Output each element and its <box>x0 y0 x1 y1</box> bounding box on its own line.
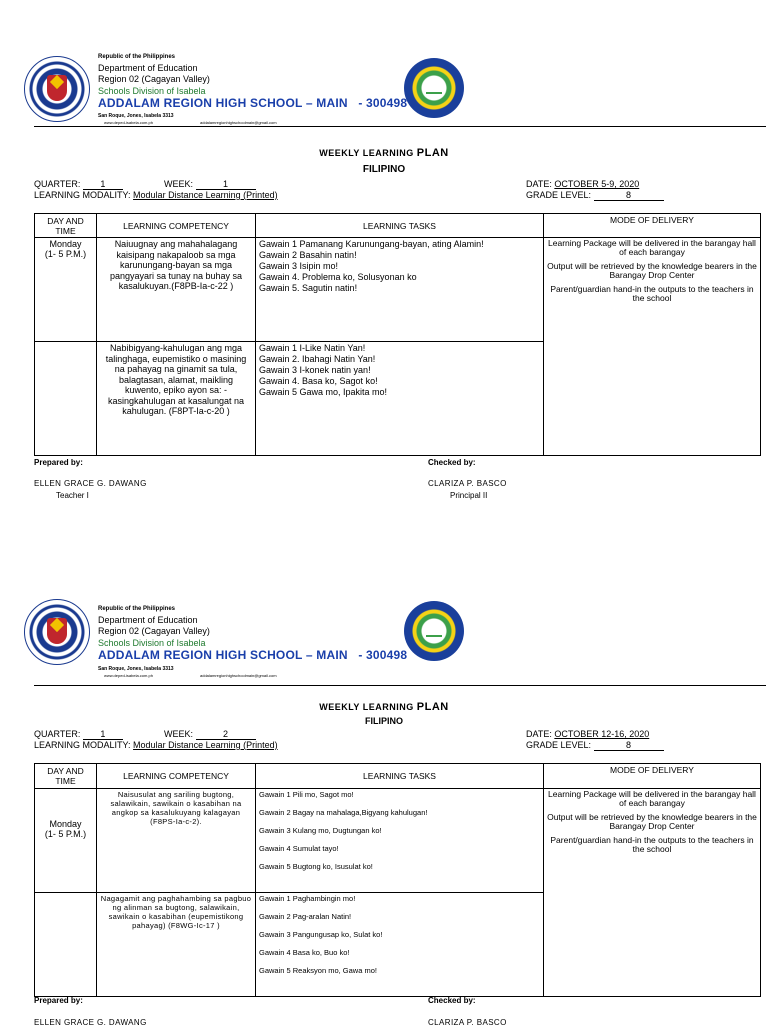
date-field: DATE: OCTOBER 5-9, 2020 <box>526 179 640 189</box>
week-field: WEEK: 2 <box>164 729 256 740</box>
task-item: Gawain 4 Basa ko, Buo ko! <box>259 948 350 957</box>
task-item: Gawain 3 Pangungusap ko, Sulat ko! <box>259 930 383 939</box>
quarter-field: QUARTER: 1 <box>34 729 123 740</box>
school-seal-logo <box>404 601 464 661</box>
learning-plan-table <box>34 763 761 997</box>
task-item: Gawain 2 Pag-aralan Natin! <box>259 912 352 921</box>
email-text: addalamregionhighschoolmain@gmail.com <box>200 673 277 678</box>
preparer-name: ELLEN GRACE G. DAWANG <box>34 479 147 488</box>
prepared-by-label: Prepared by: <box>34 458 83 467</box>
tasks-cell <box>256 789 544 893</box>
table-header-row <box>35 764 761 789</box>
competency-cell: Naisusulat ang sariling bugtong, salawikain, sawikain o kasabihan na angkop sa kasalukuyang kalagayan (F8PS-Ia-c-2). <box>97 789 256 893</box>
department-text: Department of Education <box>98 63 198 73</box>
modality-field: LEARNING MODALITY: Modular Distance Learning (Printed) <box>34 190 278 200</box>
grade-level-field: GRADE LEVEL: 8 <box>526 190 664 201</box>
task-item: Gawain 2 Basahin natin! <box>259 250 357 260</box>
table-row <box>35 789 761 893</box>
checked-by-label: Checked by: <box>428 996 476 1005</box>
address-text: San Roque, Jones, Isabela 3313 <box>98 113 174 119</box>
task-item: Gawain 5 Bugtong ko, Isusulat ko! <box>259 862 373 871</box>
division-text: Schools Division of Isabela <box>98 86 206 96</box>
tasks-cell <box>256 893 544 997</box>
week-field: WEEK: 1 <box>164 179 256 190</box>
header-competency: LEARNING COMPETENCY <box>97 764 256 789</box>
checker-title: Principal II <box>450 491 488 500</box>
header-tasks: LEARNING TASKS <box>256 214 544 238</box>
competency-cell: Naiuugnay ang mahahalagang kaisipang nakapaloob sa mga karunungang-bayan sa mga pangyayari sa tunay na buhay sa kasalukuyan.(F8PB-Ia-c-22 ) <box>97 238 256 342</box>
task-item: Gawain 3 I-konek natin yan! <box>259 365 371 375</box>
division-text: Schools Division of Isabela <box>98 638 206 648</box>
prepared-by-label: Prepared by: <box>34 996 83 1005</box>
task-item: Gawain 3 Isipin mo! <box>259 261 339 271</box>
quarter-field: QUARTER: 1 <box>34 179 123 190</box>
header-delivery: MODE OF DELIVERY <box>544 764 761 789</box>
date-field: DATE: OCTOBER 12-16, 2020 <box>526 729 650 739</box>
header-day-time: DAY AND TIME <box>35 214 97 238</box>
address-text: San Roque, Jones, Isabela 3313 <box>98 666 174 672</box>
header-competency: LEARNING COMPETENCY <box>97 214 256 238</box>
checked-by-label: Checked by: <box>428 458 476 467</box>
task-item: Gawain 2 Bagay na mahalaga,Bigyang kahulugan! <box>259 808 428 817</box>
checker-name-cut: CLARIZA P. BASCO <box>428 1018 507 1027</box>
task-item: Gawain 5. Sagutin natin! <box>259 283 358 293</box>
task-item: Gawain 1 I-Like Natin Yan! <box>259 343 366 353</box>
day-cell: Monday (1- 5 P.M.) <box>35 238 97 342</box>
email-text: addalamregionhighschoolmain@gmail.com <box>200 120 277 125</box>
deped-seal-logo <box>24 599 90 665</box>
task-item: Gawain 1 Pili mo, Sagot mo! <box>259 790 354 799</box>
modality-field: LEARNING MODALITY: Modular Distance Learning (Printed) <box>34 740 278 750</box>
task-item: Gawain 2. Ibahagi Natin Yan! <box>259 354 376 364</box>
preparer-title: Teacher I <box>56 491 89 500</box>
task-item: Gawain 1 Pamanang Karunungang-bayan, ating Alamin! <box>259 239 484 249</box>
competency-cell: Nabibigyang-kahulugan ang mga talinghaga, eupemistiko o masining na pahayag na ginamit sa tula, balagtasan, alamat, maikling kuwento, epiko ayon sa: - kasingkahulugan at kasalungat na kahulugan. (F8PT-Ia-c-20 ) <box>97 342 256 456</box>
task-item: Gawain 3 Kulang mo, Dugtungan ko! <box>259 826 382 835</box>
task-item: Gawain 4. Problema ko, Solusyonan ko <box>259 272 417 282</box>
republic-text: Republic of the Philippines <box>98 606 176 612</box>
plan-title: WEEKLY LEARNING PLAN <box>319 147 449 159</box>
plan-title: WEEKLY LEARNING PLAN <box>319 701 449 713</box>
day-cell: Monday (1- 5 P.M.) <box>35 789 97 893</box>
header-divider <box>34 685 766 686</box>
competency-cell: Nagagamit ang paghahambing sa pagbuo ng alinman sa bugtong, salawikain, sawikain o kasabihan (eupemistikong pahayag) (F8WG-Ic-17 ) <box>97 893 256 997</box>
delivery-cell: Learning Package will be delivered in the barangay hall of each barangay Output will be retrieved by the knowledge bearers in the Barangay Drop Center Parent/guardian hand-in the outputs to the teachers in the school <box>544 789 761 997</box>
delivery-cell: Learning Package will be delivered in the barangay hall of each barangay Output will be retrieved by the knowledge bearers in the Barangay Drop Center Parent/guardian hand-in the outputs to the teachers in the school <box>544 238 761 456</box>
header-delivery: MODE OF DELIVERY <box>544 214 761 238</box>
grade-level-field: GRADE LEVEL: 8 <box>526 740 664 751</box>
department-text: Department of Education <box>98 615 198 625</box>
task-item: Gawain 4 Sumulat tayo! <box>259 844 339 853</box>
school-name: ADDALAM REGION HIGH SCHOOL – MAIN - 300498 <box>98 96 408 110</box>
header-day-time: DAY AND TIME <box>35 764 97 789</box>
header-tasks: LEARNING TASKS <box>256 764 544 789</box>
preparer-name-cut: ELLEN GRACE G. DAWANG <box>34 1018 147 1027</box>
region-text: Region 02 (Cagayan Valley) <box>98 74 210 84</box>
task-item: Gawain 1 Paghambingin mo! <box>259 894 356 903</box>
day-cell-empty <box>35 893 97 997</box>
website-text: www.deped-isabela.com.ph <box>104 673 153 678</box>
task-item: Gawain 4. Basa ko, Sagot ko! <box>259 376 378 386</box>
task-item: Gawain 5 Reaksyon mo, Gawa mo! <box>259 966 377 975</box>
school-name: ADDALAM REGION HIGH SCHOOL – MAIN - 300498 <box>98 648 408 662</box>
subject-title: FILIPINO <box>365 716 403 726</box>
website-text: www.deped-isabela.com.ph <box>104 120 153 125</box>
republic-text: Republic of the Philippines <box>98 54 176 60</box>
checker-name: CLARIZA P. BASCO <box>428 479 507 488</box>
subject-title: FILIPINO <box>362 164 406 175</box>
task-item: Gawain 5 Gawa mo, Ipakita mo! <box>259 387 388 397</box>
region-text: Region 02 (Cagayan Valley) <box>98 626 210 636</box>
